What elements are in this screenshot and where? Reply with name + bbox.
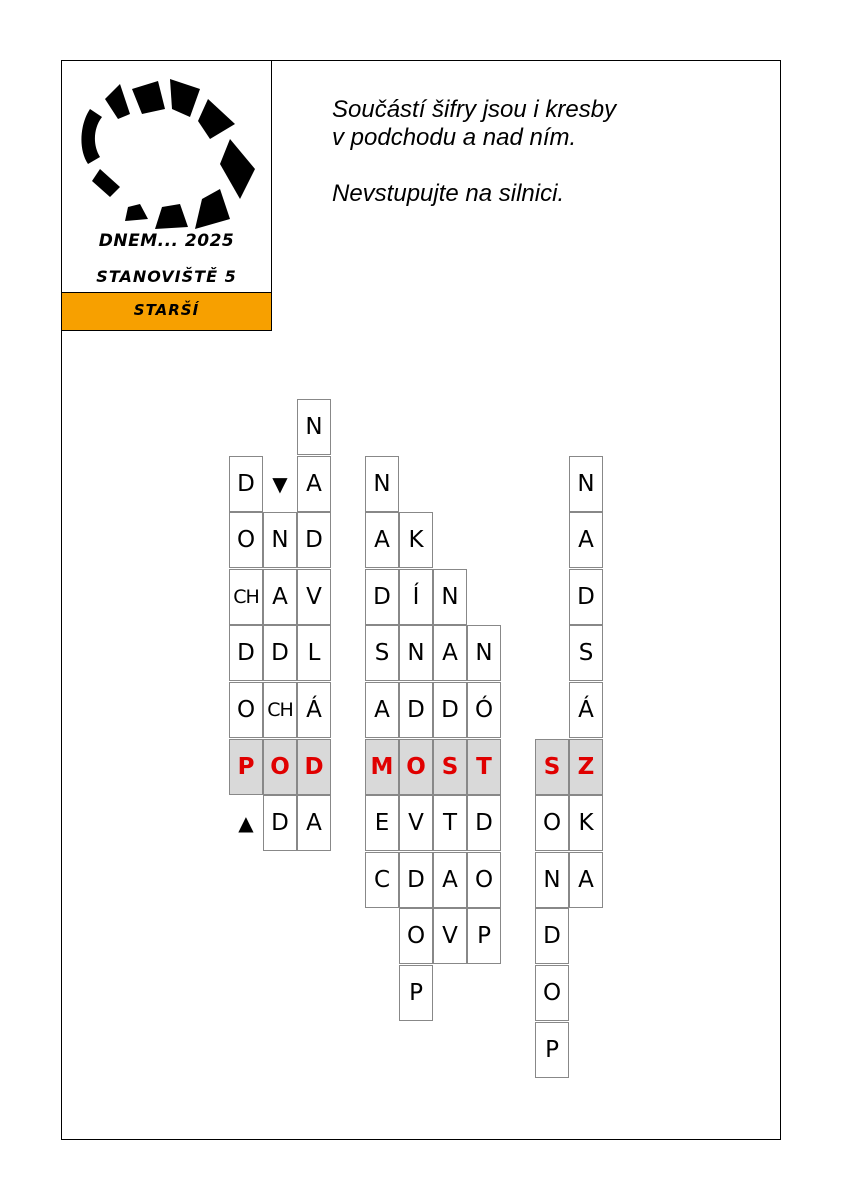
cipher-cell: A <box>263 569 297 625</box>
cipher-cell: A <box>365 512 399 568</box>
cipher-cell: O <box>263 739 297 795</box>
cipher-cell: O <box>467 852 501 908</box>
cipher-cell: C <box>365 852 399 908</box>
cipher-cell: CH <box>229 569 263 625</box>
instruction-line-1: Součástí šifry jsou i kresby v podchodu a nad ním. <box>332 96 617 151</box>
cipher-cell: N <box>569 456 603 512</box>
cipher-cell: V <box>399 795 433 851</box>
cipher-cell: D <box>535 908 569 964</box>
cipher-cell: D <box>569 569 603 625</box>
cipher-cell: N <box>297 399 331 455</box>
cipher-cell: P <box>229 739 263 795</box>
cipher-cell: E <box>365 795 399 851</box>
cipher-cell: D <box>433 682 467 738</box>
cipher-cell: V <box>433 908 467 964</box>
cipher-cell: N <box>365 456 399 512</box>
spiral-logo-icon <box>70 69 265 239</box>
instruction-line-2: Nevstupujte na silnici. <box>332 180 565 207</box>
cipher-cell: D <box>297 512 331 568</box>
cipher-cell: CH <box>263 682 297 738</box>
cipher-cell: N <box>535 852 569 908</box>
cipher-cell: N <box>433 569 467 625</box>
cipher-cell: S <box>535 739 569 795</box>
station-logo <box>61 60 272 331</box>
cipher-cell: N <box>399 625 433 681</box>
cipher-cell: A <box>433 852 467 908</box>
cipher-cell: O <box>399 908 433 964</box>
cipher-cell: N <box>263 512 297 568</box>
cipher-cell: D <box>229 625 263 681</box>
cipher-cell: ▲ <box>238 811 254 836</box>
cipher-cell: V <box>297 569 331 625</box>
cipher-cell: T <box>433 795 467 851</box>
instructions <box>332 96 752 236</box>
cipher-cell: O <box>535 965 569 1021</box>
cipher-cell: P <box>467 908 501 964</box>
cipher-cell: A <box>365 682 399 738</box>
cipher-cell: Z <box>569 739 603 795</box>
event-year: DNEM... 2025 <box>98 231 235 251</box>
cipher-cell: S <box>365 625 399 681</box>
cipher-cell: Á <box>569 682 603 738</box>
cipher-cell: Ó <box>467 682 501 738</box>
cipher-cell: O <box>229 512 263 568</box>
cipher-cell: D <box>263 795 297 851</box>
cipher-cell: N <box>467 625 501 681</box>
cipher-cell: Á <box>297 682 331 738</box>
cipher-cell: D <box>229 456 263 512</box>
cipher-cell: L <box>297 625 331 681</box>
cipher-cell: S <box>433 739 467 795</box>
cipher-cell: D <box>399 682 433 738</box>
cipher-cell: T <box>467 739 501 795</box>
cipher-cell: D <box>365 569 399 625</box>
cipher-cell: P <box>535 1022 569 1078</box>
cipher-cell: D <box>399 852 433 908</box>
cipher-cell: D <box>467 795 501 851</box>
cipher-cell: A <box>569 512 603 568</box>
cipher-cell: M <box>365 739 399 795</box>
cipher-cell: S <box>569 625 603 681</box>
cipher-cell: A <box>297 456 331 512</box>
cipher-cell: A <box>569 852 603 908</box>
cipher-cell: Í <box>399 569 433 625</box>
station-label: STANOVIŠTĚ 5 <box>96 267 237 286</box>
cipher-cell: A <box>433 625 467 681</box>
cipher-cell: O <box>399 739 433 795</box>
cipher-cell: O <box>535 795 569 851</box>
cipher-cell: D <box>297 739 331 795</box>
cipher-cell: ▼ <box>272 471 288 496</box>
category-badge: STARŠÍ <box>62 292 271 330</box>
cipher-cell: K <box>399 512 433 568</box>
cipher-cell: P <box>399 965 433 1021</box>
cipher-cell: A <box>297 795 331 851</box>
cipher-cell: K <box>569 795 603 851</box>
cipher-cell: O <box>229 682 263 738</box>
cipher-cell: D <box>263 625 297 681</box>
